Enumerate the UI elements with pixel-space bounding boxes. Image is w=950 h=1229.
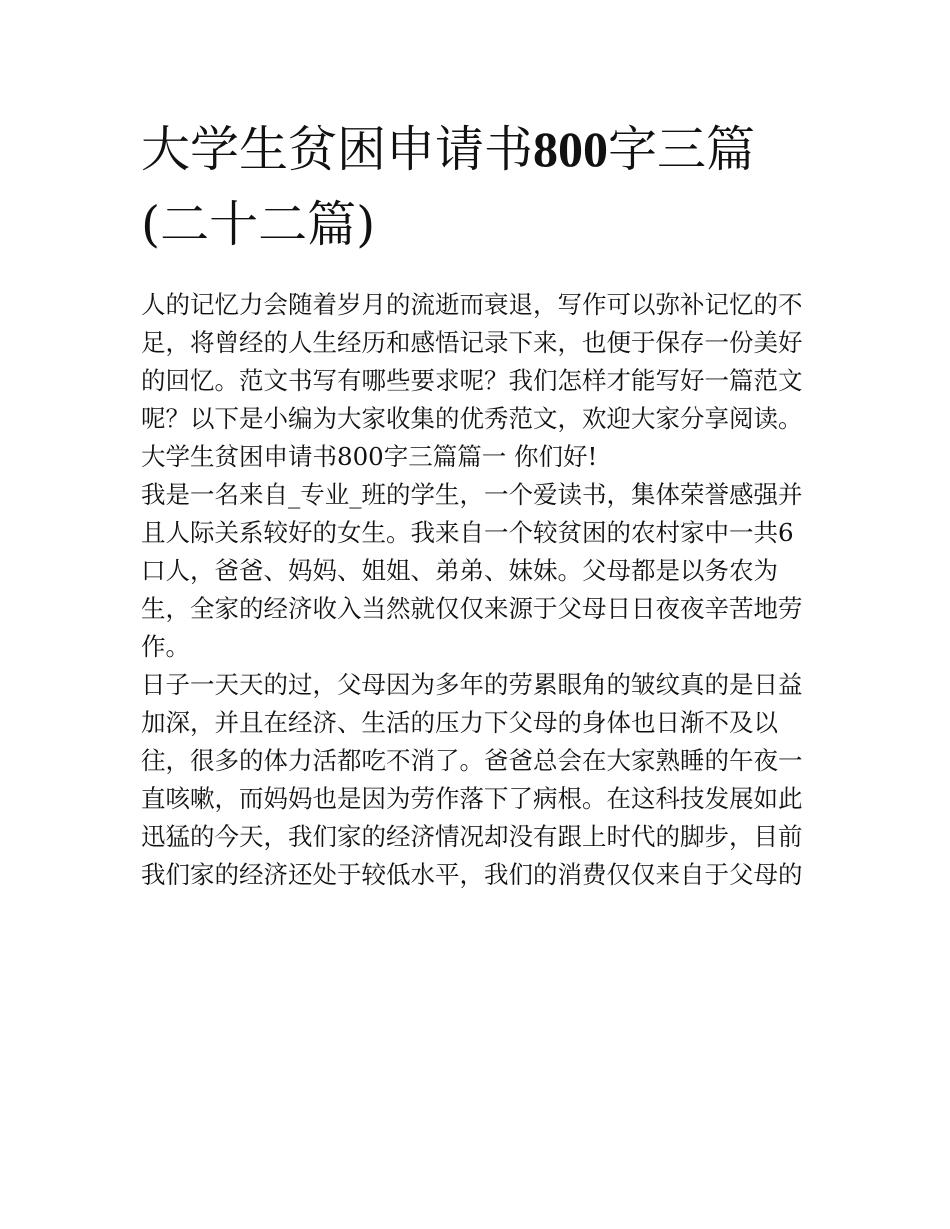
title-line-2: (二十二篇) xyxy=(141,196,376,253)
title-text-pre: 大学生贫困申请书 xyxy=(141,121,534,178)
text-line: 的回忆。范文书写有哪些要求呢？我们怎样才能写好一篇范文 xyxy=(141,366,803,395)
text-line: 迅猛的今天，我们家的经济情况却没有跟上时代的脚步，目前 xyxy=(141,822,803,851)
text-line: 口人，爸爸、妈妈、姐姐、弟弟、妹妹。父母都是以务农为 xyxy=(141,556,778,585)
document-content xyxy=(141,112,813,894)
paragraph-heading xyxy=(141,438,813,476)
title-line-1 xyxy=(141,112,813,187)
text-line: 且人际关系较好的女生。我来自一个较贫困的农村家中一共6 xyxy=(141,518,794,547)
paragraph-intro xyxy=(141,286,813,438)
title-number: 800 xyxy=(533,121,609,177)
document-title xyxy=(141,112,813,262)
text-line: 生，全家的经济收入当然就仅仅来源于父母日日夜夜辛苦地劳 xyxy=(141,594,803,623)
document-body xyxy=(141,286,813,894)
text-line: 呢？以下是小编为大家收集的优秀范文，欢迎大家分享阅读。 xyxy=(141,404,803,433)
text-line: 人的记忆力会随着岁月的流逝而衰退，写作可以弥补记忆的不 xyxy=(141,290,803,319)
paragraph-family-situation xyxy=(141,666,813,894)
text-line: 直咳嗽，而妈妈也是因为劳作落下了病根。在这科技发展如此 xyxy=(141,784,803,813)
text-line: 作。 xyxy=(141,632,190,661)
text-line: 往，很多的体力活都吃不消了。爸爸总会在大家熟睡的午夜一 xyxy=(141,746,803,775)
paragraph-self-intro xyxy=(141,476,813,666)
text-line: 我们家的经济还处于较低水平，我们的消费仅仅来自于父母的 xyxy=(141,860,803,889)
text-line: 足，将曾经的人生经历和感悟记录下来，也便于保存一份美好 xyxy=(141,328,803,357)
title-text-post: 字三篇 xyxy=(608,121,756,178)
text-line: 日子一天天的过，父母因为多年的劳累眼角的皱纹真的是日益 xyxy=(141,670,803,699)
text-line: 加深，并且在经济、生活的压力下父母的身体也日渐不及以 xyxy=(141,708,778,737)
text-line: 大学生贫困申请书800字三篇篇一 你们好! xyxy=(141,442,598,471)
text-line: 我是一名来自_专业_班的学生，一个爱读书，集体荣誉感强并 xyxy=(141,480,803,509)
